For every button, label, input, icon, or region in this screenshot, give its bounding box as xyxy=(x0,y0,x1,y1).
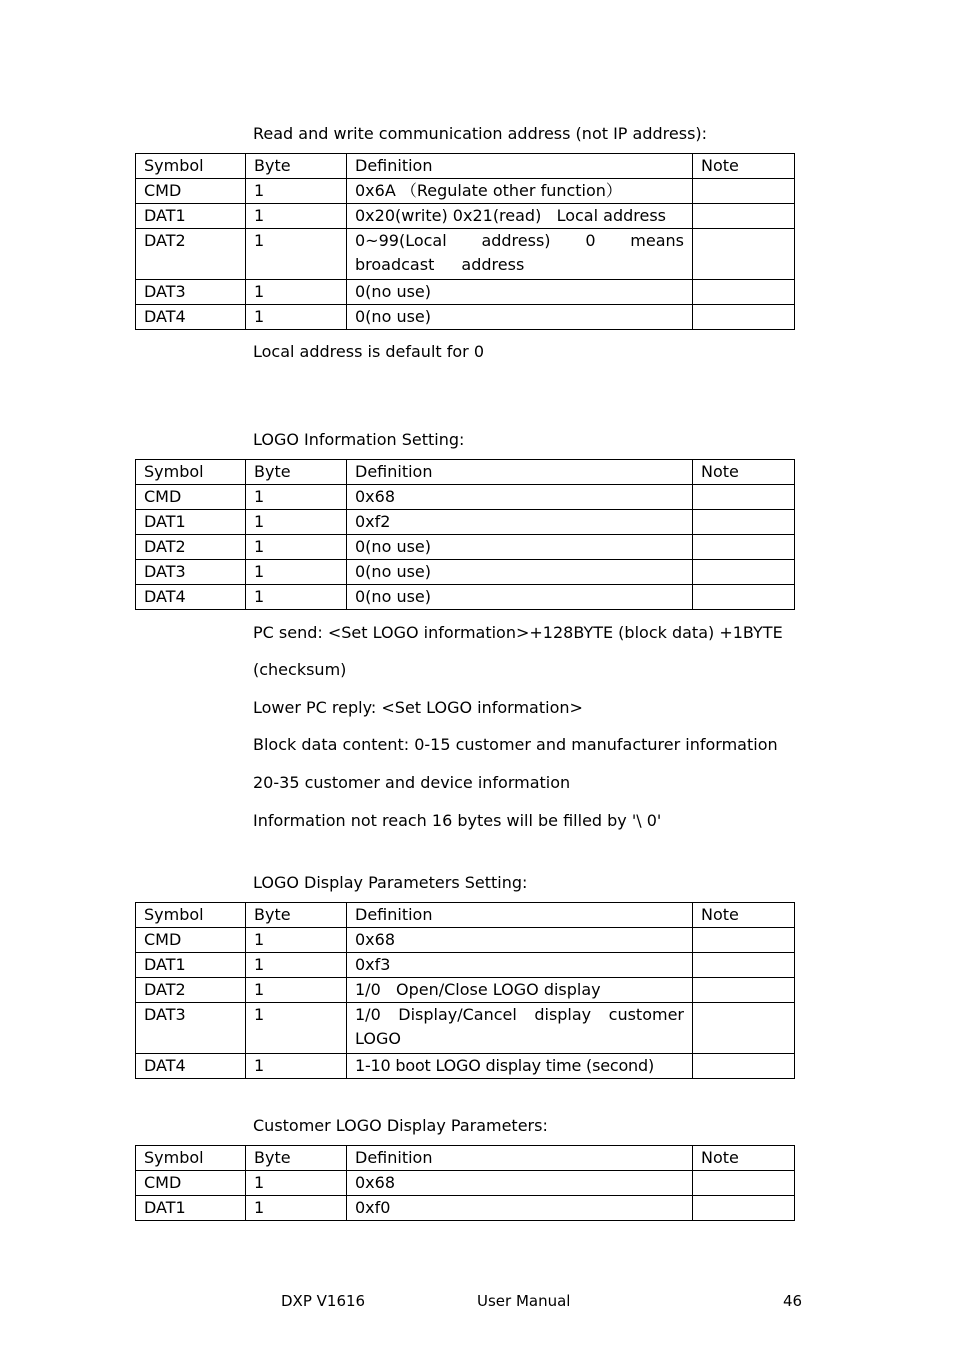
table-header-row xyxy=(136,1146,795,1171)
cell-definition: 0x6A （Regulate other function） xyxy=(347,179,693,204)
cell-note xyxy=(693,510,795,535)
header-symbol: Symbol xyxy=(136,460,246,485)
paragraph: Lower PC reply: <Set LOGO information> xyxy=(253,698,583,717)
customer-logo-params-table xyxy=(135,1145,795,1221)
section3-heading: LOGO Display Parameters Setting: xyxy=(253,873,528,892)
cell-symbol: DAT3 xyxy=(136,1003,246,1054)
cell-note xyxy=(693,305,795,330)
paragraph: Block data content: 0-15 customer and manufacturer information xyxy=(253,735,778,754)
table-row xyxy=(136,280,795,305)
table-row xyxy=(136,953,795,978)
cell-byte: 1 xyxy=(246,978,347,1003)
cell-symbol: DAT1 xyxy=(136,204,246,229)
cell-definition: 0(no use) xyxy=(347,305,693,330)
header-note: Note xyxy=(693,460,795,485)
table-row xyxy=(136,305,795,330)
cell-byte: 1 xyxy=(246,510,347,535)
cell-byte: 1 xyxy=(246,1003,347,1054)
table-row xyxy=(136,978,795,1003)
cell-note xyxy=(693,1196,795,1221)
header-byte: Byte xyxy=(246,154,347,179)
cell-note xyxy=(693,1003,795,1054)
cell-note xyxy=(693,485,795,510)
table-header-row xyxy=(136,903,795,928)
section1-heading: Read and write communication address (not IP address): xyxy=(253,124,708,143)
cell-note xyxy=(693,280,795,305)
table-row xyxy=(136,535,795,560)
cell-byte: 1 xyxy=(246,485,347,510)
cell-byte: 1 xyxy=(246,535,347,560)
cell-note xyxy=(693,204,795,229)
cell-symbol: DAT4 xyxy=(136,305,246,330)
cell-note xyxy=(693,1054,795,1079)
header-note: Note xyxy=(693,1146,795,1171)
cell-note xyxy=(693,928,795,953)
cell-symbol: CMD xyxy=(136,485,246,510)
cell-byte: 1 xyxy=(246,1054,347,1079)
cell-byte: 1 xyxy=(246,229,347,280)
cell-definition: 0xf2 xyxy=(347,510,693,535)
cell-definition: 0(no use) xyxy=(347,280,693,305)
cell-note xyxy=(693,560,795,585)
paragraph: (checksum) xyxy=(253,660,347,679)
header-byte: Byte xyxy=(246,903,347,928)
cell-definition: 0xf0 xyxy=(347,1196,693,1221)
cell-definition: 0x68 xyxy=(347,928,693,953)
header-byte: Byte xyxy=(246,1146,347,1171)
cell-note xyxy=(693,229,795,280)
cell-definition: 1/0 Display/Cancel display customer LOGO xyxy=(347,1003,693,1054)
cell-definition: 0~99(Local address) 0 means broadcast address xyxy=(347,229,693,280)
table-row xyxy=(136,1003,795,1054)
cell-definition: 0xf3 xyxy=(347,953,693,978)
cell-symbol: DAT3 xyxy=(136,560,246,585)
cell-symbol: CMD xyxy=(136,179,246,204)
cell-byte: 1 xyxy=(246,204,347,229)
paragraph: 20-35 customer and device information xyxy=(253,773,571,792)
cell-byte: 1 xyxy=(246,953,347,978)
footer-doc-title: User Manual xyxy=(477,1292,571,1310)
header-definition: Definition xyxy=(347,154,693,179)
header-definition: Definition xyxy=(347,903,693,928)
logo-display-params-table xyxy=(135,902,795,1079)
cell-note xyxy=(693,179,795,204)
table-row xyxy=(136,560,795,585)
cell-byte: 1 xyxy=(246,1171,347,1196)
cell-definition: 0x20(write) 0x21(read) Local address xyxy=(347,204,693,229)
cell-symbol: DAT1 xyxy=(136,953,246,978)
cell-byte: 1 xyxy=(246,179,347,204)
comm-address-table xyxy=(135,153,795,330)
cell-symbol: DAT1 xyxy=(136,1196,246,1221)
cell-definition: 0(no use) xyxy=(347,585,693,610)
header-definition: Definition xyxy=(347,460,693,485)
cell-symbol: DAT2 xyxy=(136,535,246,560)
table-row xyxy=(136,585,795,610)
cell-byte: 1 xyxy=(246,560,347,585)
cell-symbol: DAT2 xyxy=(136,978,246,1003)
header-definition: Definition xyxy=(347,1146,693,1171)
header-note: Note xyxy=(693,903,795,928)
section2-heading: LOGO Information Setting: xyxy=(253,430,465,449)
table-header-row xyxy=(136,154,795,179)
cell-definition: 1/0 Open/Close LOGO display xyxy=(347,978,693,1003)
cell-byte: 1 xyxy=(246,280,347,305)
cell-symbol: DAT1 xyxy=(136,510,246,535)
cell-symbol: DAT3 xyxy=(136,280,246,305)
cell-note xyxy=(693,953,795,978)
header-symbol: Symbol xyxy=(136,1146,246,1171)
cell-byte: 1 xyxy=(246,585,347,610)
section4-heading: Customer LOGO Display Parameters: xyxy=(253,1116,548,1135)
page-number: 46 xyxy=(783,1292,803,1310)
header-symbol: Symbol xyxy=(136,154,246,179)
cell-definition: 1-10 boot LOGO display time (second) xyxy=(347,1054,693,1079)
header-note: Note xyxy=(693,154,795,179)
footer-product: DXP V1616 xyxy=(281,1292,366,1310)
table-row xyxy=(136,1171,795,1196)
table-row xyxy=(136,229,795,280)
paragraph: PC send: <Set LOGO information>+128BYTE (block data) +1BYTE xyxy=(253,623,783,642)
table-row xyxy=(136,204,795,229)
cell-symbol: DAT2 xyxy=(136,229,246,280)
header-byte: Byte xyxy=(246,460,347,485)
table-row xyxy=(136,510,795,535)
table-row xyxy=(136,179,795,204)
cell-definition: 0x68 xyxy=(347,485,693,510)
cell-symbol: DAT4 xyxy=(136,585,246,610)
paragraph: Information not reach 16 bytes will be filled by '\ 0' xyxy=(253,811,662,830)
cell-symbol: CMD xyxy=(136,1171,246,1196)
table-row xyxy=(136,485,795,510)
table-header-row xyxy=(136,460,795,485)
cell-note xyxy=(693,978,795,1003)
cell-byte: 1 xyxy=(246,305,347,330)
cell-byte: 1 xyxy=(246,928,347,953)
cell-note xyxy=(693,1171,795,1196)
cell-note xyxy=(693,535,795,560)
cell-symbol: CMD xyxy=(136,928,246,953)
cell-definition: 0(no use) xyxy=(347,535,693,560)
cell-note xyxy=(693,585,795,610)
cell-symbol: DAT4 xyxy=(136,1054,246,1079)
cell-byte: 1 xyxy=(246,1196,347,1221)
logo-info-table xyxy=(135,459,795,610)
header-symbol: Symbol xyxy=(136,903,246,928)
table-row xyxy=(136,1196,795,1221)
cell-definition: 0x68 xyxy=(347,1171,693,1196)
table-row xyxy=(136,1054,795,1079)
table-row xyxy=(136,928,795,953)
cell-definition: 0(no use) xyxy=(347,560,693,585)
section1-note: Local address is default for 0 xyxy=(253,342,485,361)
